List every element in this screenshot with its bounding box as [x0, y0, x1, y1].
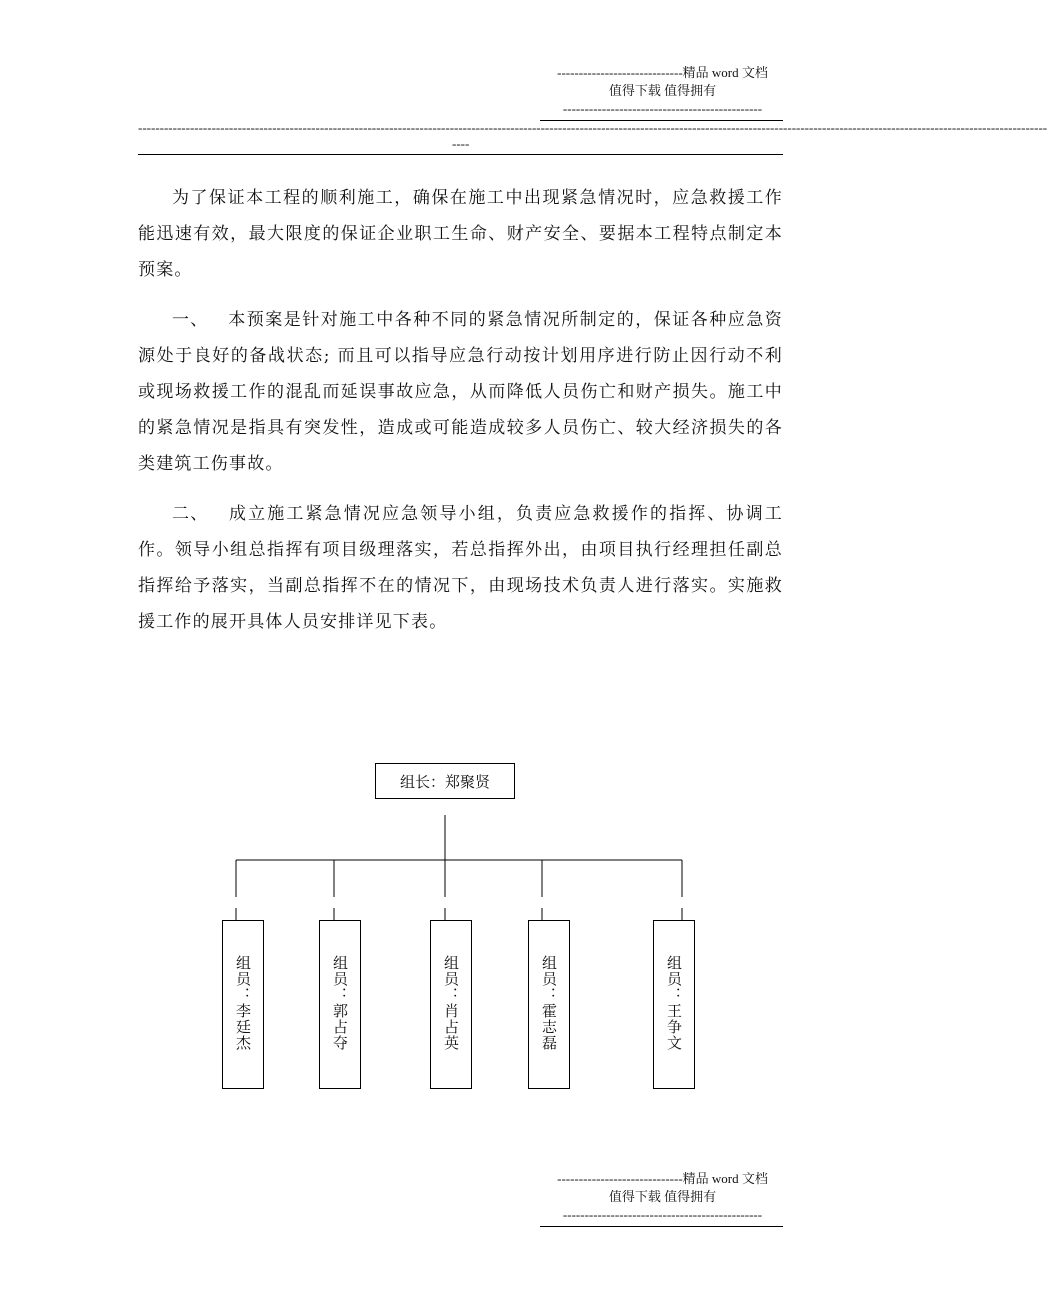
member-name: 组员：郭占夺 [331, 955, 349, 1051]
org-member-box [222, 920, 264, 1089]
separator-dashes: ------------------------------------------------------------------------------------------------------------------------------------------------------------------------------------------------------------------ [138, 120, 1047, 135]
org-member-box [319, 920, 361, 1089]
separator-rule [138, 154, 783, 155]
footer-title: -----------------------------精品 word 文档 [557, 1171, 768, 1186]
member-name: 组员：李廷杰 [234, 955, 252, 1051]
paragraph-one [138, 302, 783, 482]
paragraph-intro: 为了保证本工程的顺利施工，确保在施工中出现紧急情况时，应急救援工作能迅速有效，最大限度的保证企业职工生命、财产安全、要据本工程特点制定本预案。 [138, 188, 783, 280]
separator-tail: ---- [452, 136, 470, 151]
member-name: 组员：霍志磊 [540, 955, 558, 1051]
paragraph-one-text: 本预案是针对施工中各种不同的紧急情况所制定的，保证各种应急资源处于良好的备战状态; 而且可以指导应急行动按计划用序进行防止因行动不利或现场救援工作的混乱而延误事故应急，从而降低人员伤亡和财产损失。施工中的紧急情况是指具有突发性，造成或可能造成较多人员伤亡、较大经济损失的各类建筑工伤事故。 [138, 310, 783, 474]
paragraph-two-text: 成立施工紧急情况应急领导小组，负责应急救援作的指挥、协调工作。领导小组总指挥有项目级理落实，若总指挥外出，由项目执行经理担任副总指挥给予落实，当副总指挥不在的情况下，由现场技术负责人进行落实。实施救援工作的展开具体人员安排详见下表。 [138, 504, 783, 632]
footer-subtitle: 值得下载 值得拥有 [608, 1189, 717, 1204]
member-name: 组员：肖占英 [442, 955, 460, 1051]
member-name: 组员：王争文 [665, 955, 683, 1051]
page-footer [540, 1170, 785, 1227]
org-member-box [653, 920, 695, 1089]
header-title: -----------------------------精品 word 文档 [557, 65, 768, 80]
page-header [540, 64, 785, 121]
section-number-one: 一、 [172, 310, 209, 330]
header-subtitle: 值得下载 值得拥有 [608, 83, 717, 98]
paragraph-two [138, 496, 783, 640]
document-body [138, 180, 783, 654]
footer-dashes: ---------------------------------------------- [562, 1207, 763, 1222]
footer-rule [540, 1226, 783, 1227]
header-dashes: ---------------------------------------------- [562, 101, 763, 116]
org-member-box [528, 920, 570, 1089]
org-member-box [430, 920, 472, 1089]
section-number-two: 二、 [172, 504, 209, 524]
org-leader-box: 组长：郑聚贤 [375, 763, 515, 799]
